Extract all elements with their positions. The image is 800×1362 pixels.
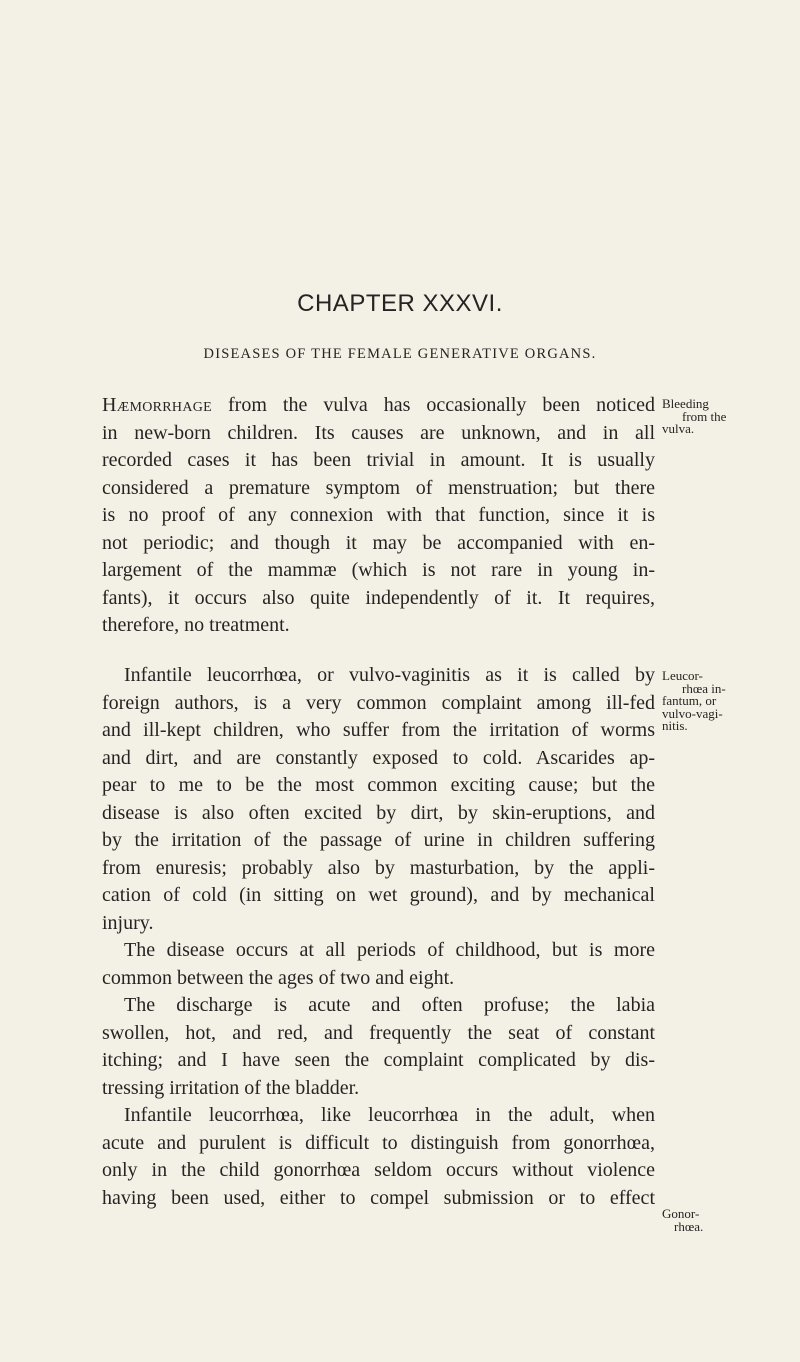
marginal-line: nitis. bbox=[662, 718, 688, 733]
text-line: not periodic; and though it may be accompanied with en- bbox=[102, 531, 655, 554]
text-line: in new-born children. Its causes are unknown, and in all bbox=[102, 421, 655, 444]
text-line: swollen, hot, and red, and frequently the seat of constant bbox=[102, 1021, 655, 1044]
paragraph-leucorrhoea bbox=[102, 662, 655, 1212]
marginal-note-bleeding bbox=[662, 398, 790, 436]
lead-word: Hæmorrhage bbox=[102, 394, 213, 416]
text-line: is no proof of any connexion with that function, since it is bbox=[102, 504, 655, 526]
marginal-line: rhœa in- bbox=[682, 680, 726, 696]
text-line: Infantile leucorrhœa, like leucorrhœa in the adult, when bbox=[124, 1104, 655, 1126]
text-line: pear to me to be the most common exciting cause; but the bbox=[102, 774, 655, 796]
text-line: considered a premature symptom of menstruation; but there bbox=[102, 476, 655, 499]
text-line: foreign authors, is a very common complaint among ill-fed bbox=[102, 691, 655, 714]
marginal-line: from the bbox=[682, 408, 727, 424]
text-line: recorded cases it has been trivial in amount. It is usually bbox=[102, 449, 655, 471]
text-line: cation of cold (in sitting on wet ground), and by mechanical bbox=[102, 884, 655, 906]
text-line bbox=[102, 392, 655, 420]
text-line: and ill-kept children, who suffer from the irritation of worms bbox=[102, 719, 655, 741]
paragraph-haemorrhage bbox=[102, 392, 655, 640]
text-line: The discharge is acute and often profuse; the labia bbox=[124, 994, 655, 1016]
chapter-subtitle: DISEASES OF THE FEMALE GENERATIVE ORGANS. bbox=[203, 346, 597, 362]
marginal-line: Leucor- bbox=[662, 668, 703, 683]
marginal-note-leucorrhoea bbox=[662, 670, 790, 733]
text-line: acute and purulent is difficult to distinguish from gonorrhœa, bbox=[102, 1131, 655, 1154]
text-line: only in the child gonorrhœa seldom occurs without violence bbox=[102, 1159, 655, 1181]
text-line: disease is also often excited by dirt, by skin-eruptions, and bbox=[102, 801, 655, 824]
text-line: therefore, no treatment. bbox=[102, 614, 290, 636]
text-line: fants), it occurs also quite independently of it. It requires, bbox=[102, 586, 655, 609]
text-line: and dirt, and are constantly exposed to cold. Ascarides ap- bbox=[102, 746, 655, 769]
chapter-title: CHAPTER XXXVI. bbox=[297, 290, 503, 317]
text-line: from enuresis; probably also by masturbation, by the appli- bbox=[102, 856, 655, 879]
marginal-line: rhœa. bbox=[674, 1218, 704, 1234]
text-line: itching; and I have seen the complaint complicated by dis- bbox=[102, 1049, 655, 1071]
text-line: Infantile leucorrhœa, or vulvo-vaginitis as it is called by bbox=[124, 664, 655, 686]
marginal-line: Gonor- bbox=[662, 1206, 700, 1221]
marginal-line: vulvo-vagi- bbox=[662, 705, 723, 721]
text-line: injury. bbox=[102, 911, 154, 934]
marginal-line: vulva. bbox=[662, 421, 695, 436]
text-line: common between the ages of two and eight. bbox=[102, 966, 455, 989]
text-line: by the irritation of the passage of urine in children suffering bbox=[102, 829, 655, 851]
marginal-line: Bleeding bbox=[662, 396, 709, 411]
text-span: from the vulva has occasionally been noticed bbox=[212, 394, 655, 416]
text-line: largement of the mammæ (which is not rare in young in- bbox=[102, 559, 655, 581]
text-line: The disease occurs at all periods of childhood, but is more bbox=[124, 939, 655, 961]
text-line: having been used, either to compel submission or to effect bbox=[102, 1186, 655, 1209]
text-line: tressing irritation of the bladder. bbox=[102, 1076, 360, 1099]
marginal-line: fantum, or bbox=[662, 693, 717, 708]
marginal-note-gonorrhoea bbox=[662, 1208, 790, 1233]
